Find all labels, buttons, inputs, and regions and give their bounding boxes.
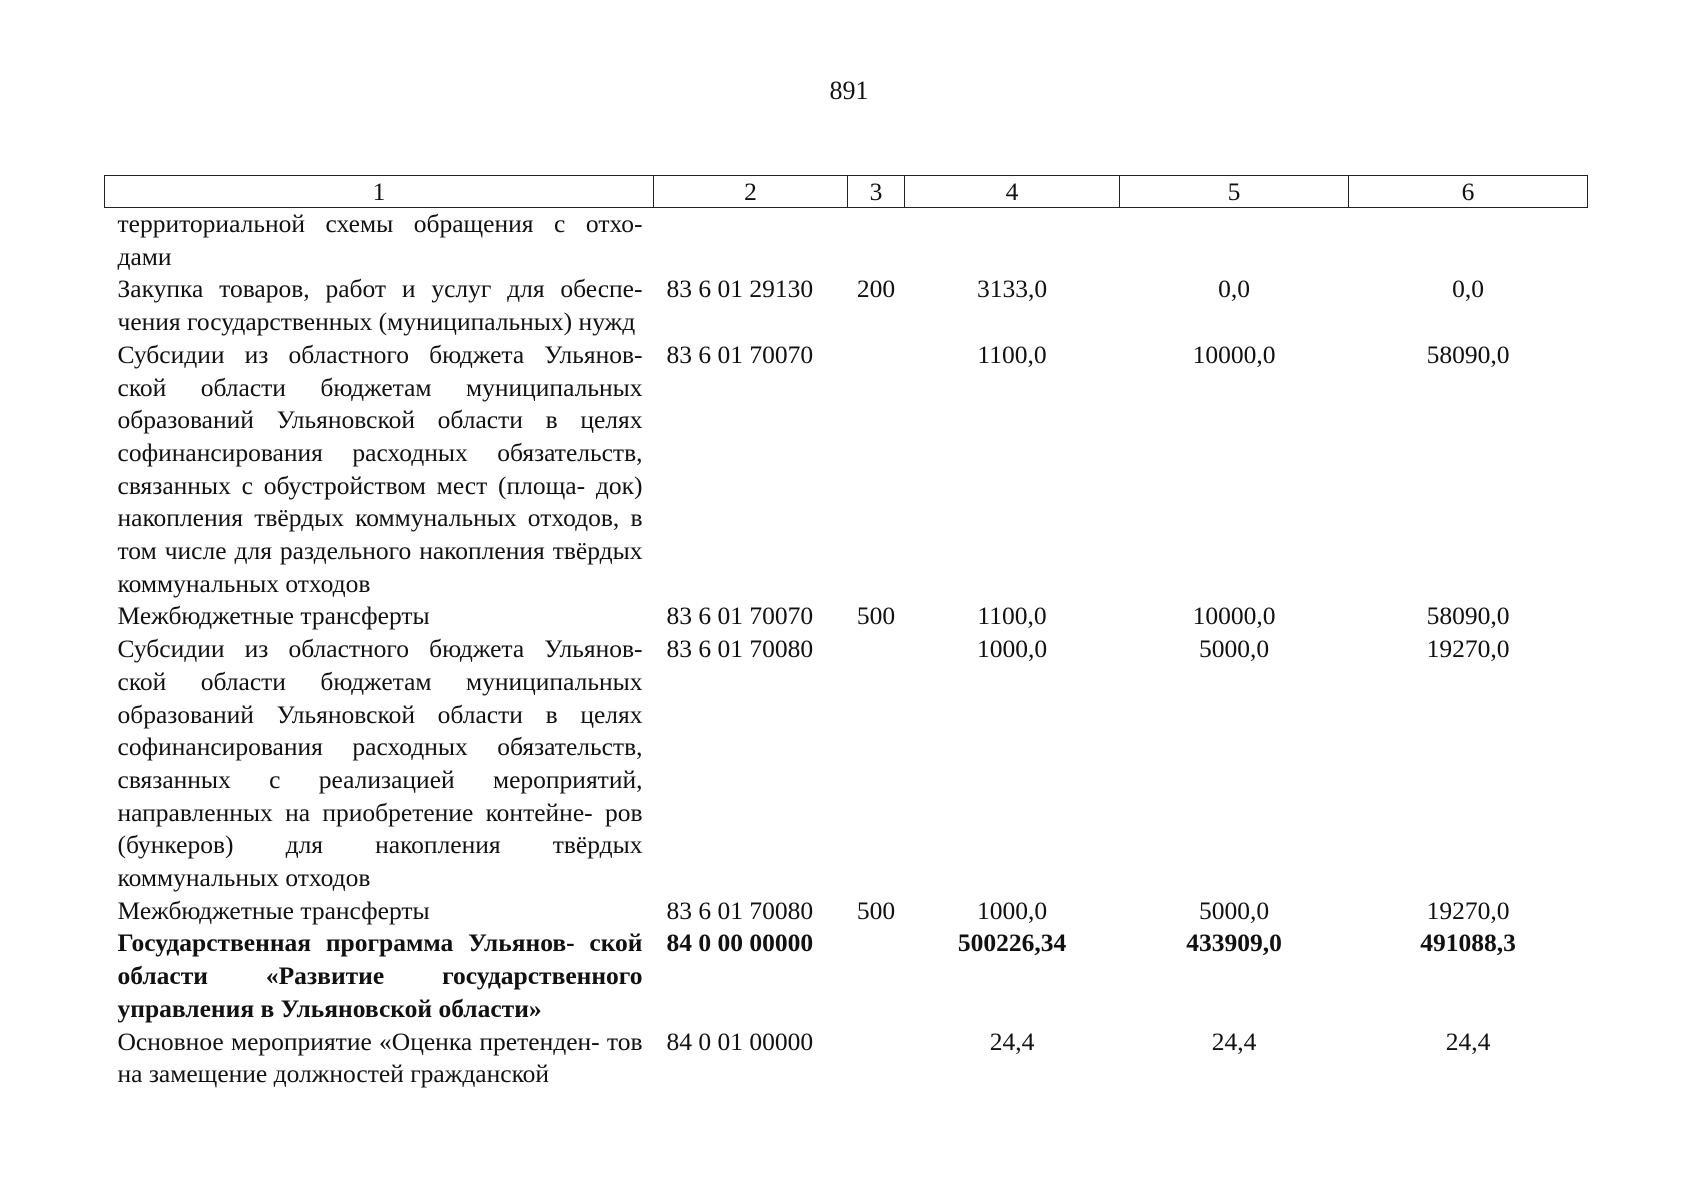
table-row (105, 208, 1588, 274)
row-name: Межбюджетные трансферты (117, 895, 430, 925)
row-value-4: 1100,0 (977, 339, 1047, 369)
row-value-5: 5000,0 (1198, 634, 1270, 664)
row-expense-type (848, 633, 905, 895)
row-value-6: 24,4 (1445, 1026, 1491, 1056)
row-expense-type (848, 927, 905, 1025)
table-row (105, 273, 1588, 338)
column-header-5: 5 (1120, 176, 1349, 208)
row-value-5 (1120, 208, 1349, 274)
row-value-6: 19270,0 (1426, 895, 1510, 925)
row-expense-type: 500 (856, 895, 896, 925)
row-value-5: 433909,0 (1186, 928, 1282, 958)
row-value-4: 24,4 (989, 1026, 1035, 1056)
row-value-5: 5000,0 (1198, 895, 1270, 925)
row-code: 83 6 01 70070 (666, 339, 814, 369)
column-header-2: 2 (654, 176, 848, 208)
row-name: Субсидии из областного бюджета Ульянов- ской области бюджетам муниципальных образований Ульяновской области в целях софинансирования расходных обязательств, связанных с обустройством мест (площа- док) накопления твёрдых коммунальных отходов, в том числе для раздельного накопления твёрдых коммунальных отходов (117, 339, 643, 598)
table-row (105, 927, 1588, 1025)
row-expense-type: 200 (856, 274, 896, 304)
table-row (105, 1026, 1588, 1091)
row-code (654, 208, 848, 274)
table-row (105, 895, 1588, 928)
row-code: 83 6 01 70080 (666, 634, 814, 664)
column-header-3: 3 (848, 176, 905, 208)
column-header-1: 1 (105, 176, 654, 208)
row-code: 84 0 00 00000 (666, 928, 814, 958)
row-value-4: 1000,0 (976, 634, 1048, 664)
row-code: 83 6 01 70070 (666, 601, 814, 631)
row-code: 84 0 01 00000 (666, 1026, 814, 1056)
column-header-6: 6 (1349, 176, 1588, 208)
row-name: Закупка товаров, работ и услуг для обеспе- чения государственных (муниципальных) нужд (117, 274, 643, 337)
page-number: 891 (829, 76, 869, 105)
row-value-4: 1000,0 (976, 895, 1048, 925)
row-value-6: 0,0 (1452, 274, 1484, 304)
row-expense-type (848, 339, 905, 601)
header-row (105, 176, 1588, 208)
row-value-6 (1349, 208, 1588, 274)
table-body (105, 208, 1588, 1091)
table-row (105, 600, 1588, 633)
row-name: Государственная программа Ульянов- ской области «Развитие государственного управления в Ульяновской области» (117, 928, 643, 1023)
row-value-5: 10000,0 (1192, 339, 1276, 369)
row-value-5: 0,0 (1218, 274, 1250, 304)
row-value-4: 1100,0 (977, 601, 1047, 631)
row-value-6: 491088,3 (1420, 928, 1516, 958)
row-value-4: 3133,0 (976, 274, 1048, 304)
row-name: Межбюджетные трансферты (117, 601, 430, 631)
row-value-6: 58090,0 (1426, 601, 1510, 631)
budget-table (104, 175, 1588, 1091)
row-expense-type: 500 (856, 601, 896, 631)
row-code: 83 6 01 29130 (666, 274, 814, 304)
row-value-5: 10000,0 (1192, 601, 1276, 631)
row-name: Субсидии из областного бюджета Ульянов- ской области бюджетам муниципальных образований Ульяновской области в целях софинансирования расходных обязательств, связанных с реализацией мероприятий, направленных на приобретение контейне- ров (бункеров) для накопления твёрдых коммунальных отходов (117, 634, 643, 893)
table-header (105, 176, 1588, 208)
row-value-6: 58090,0 (1426, 339, 1510, 369)
table-row (105, 633, 1588, 895)
row-name: Основное мероприятие «Оценка претенден- тов на замещение должностей гражданской (117, 1026, 643, 1089)
table-row (105, 339, 1588, 601)
row-value-6: 19270,0 (1426, 634, 1510, 664)
column-header-4: 4 (905, 176, 1120, 208)
row-code: 83 6 01 70080 (666, 895, 814, 925)
row-expense-type (848, 1026, 905, 1091)
row-value-5: 24,4 (1211, 1026, 1257, 1056)
row-value-4: 500226,34 (957, 928, 1067, 958)
row-name: территориальной схемы обращения с отхо- дами (117, 209, 643, 271)
row-value-4 (905, 208, 1120, 274)
row-expense-type (848, 208, 905, 274)
